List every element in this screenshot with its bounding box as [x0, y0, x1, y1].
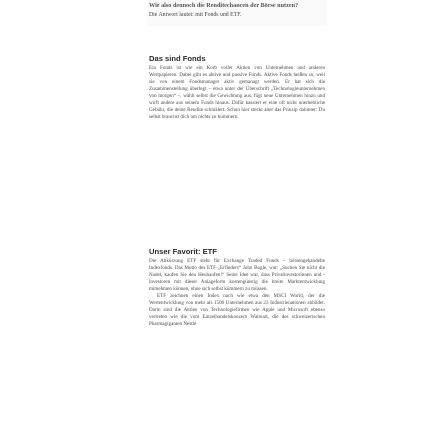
section-etf — [149, 247, 325, 328]
intro-question: Wie also dennoch die Renditechancen der Börse nutzen? — [149, 2, 299, 9]
section-heading: Unser Favorit: ETF — [149, 247, 217, 256]
section-heading: Das sind Fonds — [149, 54, 206, 63]
body-paragraph: Die Abkürzung ETF steht für Exchange Traded Funds – börsengehandelte Indexfonds. Das Motto des ETF-„Erfinders“ John Bogle, war: „Suchen Sie nicht die Nadel, kaufen Sie den Heuhaufen!“ Seine Idee war, dass Privatinvestorinnen und -investoren mit dieser Anlageform kostengünstig die breite Marktentwicklung mitnehmen können, ohne sich selbst kümmern zu müssen. — [149, 258, 325, 293]
intro-box — [147, 0, 327, 26]
body-paragraph: Ein Fonds ist wie ein Korb voller Aktien von Unternehmen und anderen Wertpapieren. Dabei gibt es aktive und passive Fonds. Aktive Fonds heißen so, weil sie von einem Fondsmanager aktiv gemanagt werden. Er hat sich die Zusammenstellung überlegt – etwa unter der Überschrift „Technologieunternehmen von morgen“ –, wählt selbst die Gewichtung aus, fügt neue Unternehmen hinzu und wirft andere aus seinem Fonds hinaus. Dafür kassiert er eine oft nicht unerhebliche Gebühr, die deine Rendite schmälert. Schon hier steckt aber das Prinzip dahinter: Du selbst brauchst dich um nichts zu kümmern. — [149, 65, 325, 121]
body-paragraph: ETF zeichnen einen Index nach wie etwa den MSCI World, der die Wertentwicklung von mehr als 1500 Unternehmen aus 23 Industrienationen abbildet. Darin sind die Aktien von Technologiefirmen wie Apple und Microsoft ebenso vertreten wie die vom Einzelhandelskonzern Walmart, die des schweizerischen Pharmagiganten Nestlé — [149, 293, 325, 328]
book-page — [147, 0, 327, 428]
intro-answer: Die Antwort lautet: mit Fonds und ETF. — [149, 12, 242, 18]
section-fonds — [149, 54, 325, 121]
